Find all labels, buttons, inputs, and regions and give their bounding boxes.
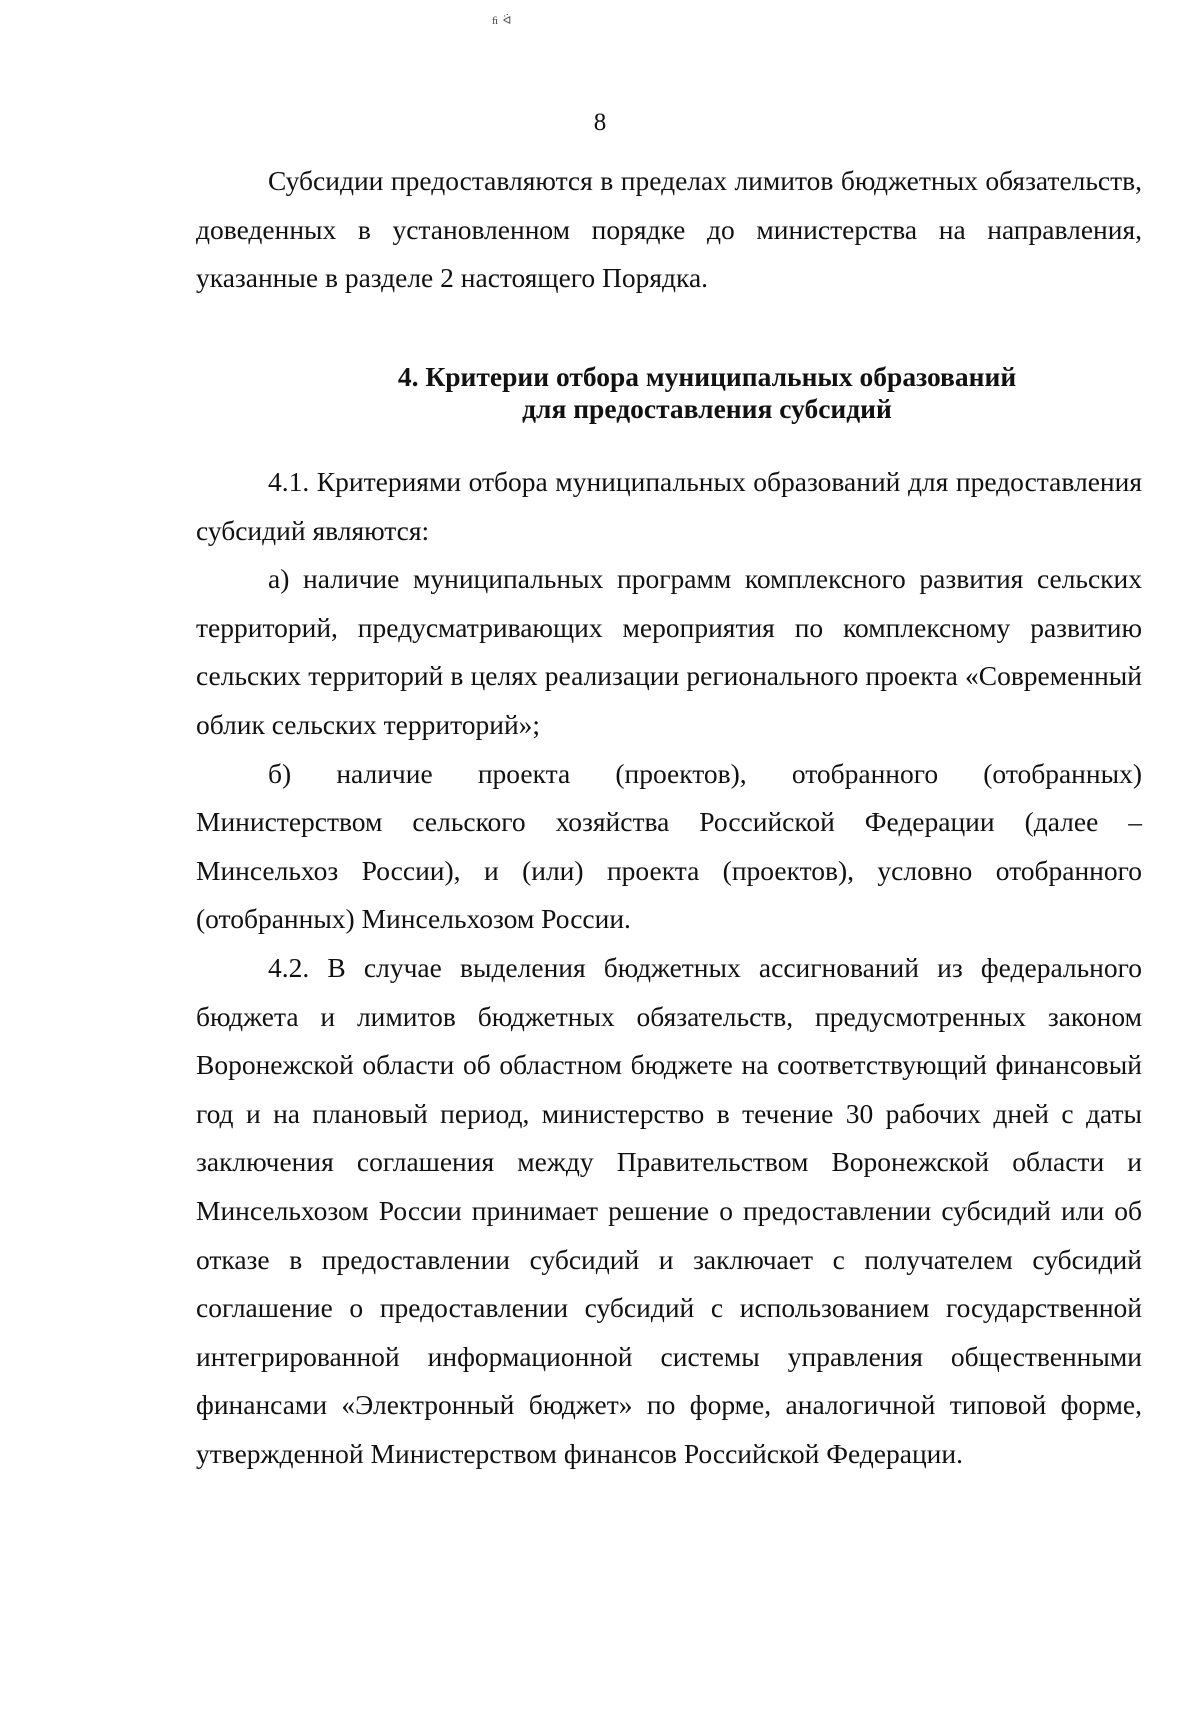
- intro-paragraph: Субсидии предоставляются в пределах лимитов бюджетных обязательств, доведенных в установленном порядке до министерства на направления, указанные в разделе 2 настоящего Порядка.: [196, 165, 1142, 294]
- page-number: 8: [593, 109, 607, 136]
- paragraph-4-1: 4.1. Критериями отбора муниципальных образований для предоставления субсидий являются:: [196, 466, 1142, 546]
- paragraph-4-1-b: б) наличие проекта (проектов), отобранного (отобранных) Министерством сельского хозяйства Российской Федерации (далее – Минсельхоз России), и (или) проекта (проектов), условно отобранного (отобранных) Минсельхозом России.: [196, 757, 1142, 935]
- section-body: [196, 458, 1142, 1478]
- scan-mark: ﬁ ᐛ: [492, 15, 513, 27]
- paragraph-4-1-a: а) наличие муниципальных программ комплексного развития сельских территорий, предусматривающих мероприятия по комплексному развитию сельских территорий в целях реализации регионального проекта «Современный облик сельских территорий»;: [196, 563, 1142, 740]
- section-title-line-2: для предоставления субсидий: [522, 393, 892, 424]
- intro-block: [196, 157, 1142, 303]
- paragraph-4-2: 4.2. В случае выделения бюджетных ассигнований из федерального бюджета и лимитов бюджетных обязательств, предусмотренных законом Воронежской области об областном бюджете на соответствующий финансовый год и на плановый период, министерство в течение 30 рабочих дней с даты заключения соглашения между Правительством Воронежской области и Минсельхозом России принимает решение о предоставлении субсидий или об отказе в предоставлении субсидий и заключает с получателем субсидий соглашение о предоставлении субсидий с использованием государственной интегрированной информационной системы управления общественными финансами «Электронный бюджет» по форме, аналогичной типовой форме, утвержденной Министерством финансов Российской Федерации.: [196, 951, 1142, 1469]
- section-heading: [196, 361, 1200, 425]
- section-title-line-1: 4. Критерии отбора муниципальных образований: [397, 361, 1017, 392]
